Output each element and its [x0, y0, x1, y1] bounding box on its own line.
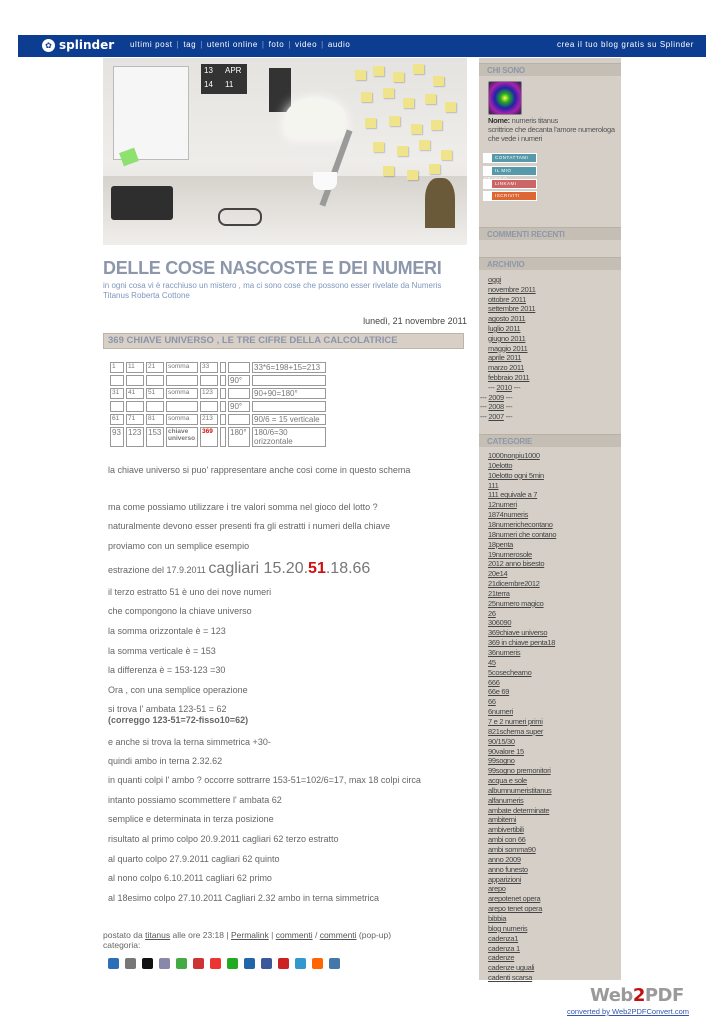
flip-clock: 13 APR 14 11: [201, 64, 247, 94]
glasses: [218, 208, 262, 226]
nav-utenti-online[interactable]: utenti online: [206, 40, 258, 49]
post-text: il terzo estratto 51 è uno dei nove numeri: [108, 587, 272, 597]
archive-link[interactable]: febbraio 2011: [488, 373, 530, 382]
share-icon[interactable]: [210, 958, 221, 969]
post-text: Ora , con una semplice operazione: [108, 685, 248, 695]
archive-link[interactable]: agosto 2011: [488, 314, 526, 324]
blog-subtitle: in ogni cosa vi è racchiuso un mistero , ma ci sono cose che possono esser rivelate da Numeris Titanus Roberta Cottone: [103, 281, 442, 300]
post-text: la somma orizzontale è = 123: [108, 626, 226, 636]
category-link[interactable]: arepo: [488, 884, 506, 894]
category-link[interactable]: bibbia: [488, 913, 507, 923]
post-text: si trova l' ambata 123-51 = 62: [108, 704, 227, 714]
google-icon[interactable]: [176, 958, 187, 969]
share-icon[interactable]: [159, 958, 170, 969]
archive-link[interactable]: ottobre 2011: [488, 294, 526, 304]
category-link[interactable]: cadenze uguali: [488, 963, 535, 973]
header-image: [103, 58, 467, 245]
nav-video[interactable]: video: [295, 40, 318, 49]
blog-title[interactable]: DELLE COSE NASCOSTE E DEI NUMERI: [103, 258, 442, 278]
archive-link[interactable]: novembre 2011: [488, 284, 536, 294]
category-link[interactable]: alfanumeris: [488, 795, 524, 805]
archive-link[interactable]: maggio 2011: [488, 343, 528, 353]
estrazione-line: [108, 560, 370, 578]
chi-sono-header: CHI SONO: [479, 63, 621, 76]
post-text: ma come possiamo utilizzare i tre valori somma nel gioco del lotto ?: [108, 502, 378, 512]
category-link[interactable]: ambiterni: [488, 815, 517, 825]
author-link[interactable]: titanus: [145, 930, 171, 940]
category-link[interactable]: 18penta: [488, 539, 514, 549]
table-row: 31 41 51 somma 123 90+90=180°: [110, 388, 326, 399]
category-link[interactable]: ambi somma90: [488, 845, 536, 854]
table-row: 90°: [110, 401, 326, 412]
table-cell: 33: [200, 362, 218, 373]
windows-icon[interactable]: [312, 958, 323, 969]
profilo-button[interactable]: IL MIO: [483, 166, 537, 176]
table-cell: [228, 362, 250, 373]
category-link[interactable]: 666: [488, 677, 500, 687]
post-text: al nono colpo 6.10.2011 cagliari 62 primo: [108, 873, 272, 883]
nav-audio[interactable]: audio: [327, 40, 351, 49]
post-footer: postato da titanus alle ore 23:18 | Permalink | commenti / commenti (pop-up) categoria:: [103, 930, 392, 950]
category-link[interactable]: blog numeris: [488, 923, 528, 933]
category-link[interactable]: 369chiave universo: [488, 628, 548, 638]
category-link[interactable]: 12numeri: [488, 500, 517, 510]
share-icon[interactable]: [329, 958, 340, 969]
plant: [425, 178, 455, 228]
category-link[interactable]: albumnumeristitanus: [488, 785, 552, 795]
category-link[interactable]: anno funesto: [488, 864, 528, 874]
category-link[interactable]: 25numero magico: [488, 598, 544, 608]
share-icon[interactable]: [108, 958, 119, 969]
post-date: lunedì, 21 novembre 2011: [363, 316, 467, 326]
splinder-logo[interactable]: [42, 38, 114, 52]
post-text: al quarto colpo 27.9.2011 cagliari 62 quinto: [108, 854, 280, 864]
avatar[interactable]: [488, 81, 522, 115]
post-text: intanto possiamo scommettere l' ambata 62: [108, 795, 282, 805]
category-link[interactable]: 19numerosole: [488, 549, 532, 559]
post-text: semplice e determinata in terza posizione: [108, 814, 274, 824]
share-bar: [108, 958, 340, 969]
table-cell: 1: [110, 362, 124, 373]
category-link[interactable]: 1874numeris: [488, 510, 529, 520]
table-cell: 11: [126, 362, 144, 373]
post-text: la differenza è = 153-123 =30: [108, 665, 226, 675]
archivio-header: ARCHIVIO: [479, 257, 621, 270]
category-link[interactable]: 821schema super: [488, 726, 544, 736]
category-link[interactable]: 5cosechearno: [488, 667, 532, 677]
correction-text: (correggo 123-51=72-fisso10=62): [108, 715, 249, 725]
sidebar: [479, 58, 621, 983]
category-link[interactable]: arepotenet opera: [488, 894, 541, 904]
category-link[interactable]: acqua e sole: [488, 776, 527, 786]
table-row: 90°: [110, 375, 326, 386]
category-link[interactable]: apparizioni: [488, 874, 521, 884]
table-row: 93 123 153 chiave universo 369 180° 180/6=30 orizzontale: [110, 427, 326, 447]
linkami-button[interactable]: LINKAMI: [483, 179, 537, 189]
category-link[interactable]: cadenza1: [488, 933, 519, 943]
comments-popup-link[interactable]: commenti: [319, 930, 357, 940]
post-text: risultato al primo colpo 20.9.2011 cagliari 62 terzo estratto: [108, 834, 339, 844]
create-blog-link[interactable]: crea il tuo blog gratis su Splinder: [556, 40, 694, 49]
table-cell: [220, 362, 226, 373]
commenti-recenti-header: COMMENTI RECENTI: [479, 227, 621, 240]
category-link[interactable]: cadenza 1: [488, 943, 520, 953]
category-link[interactable]: 99sogno: [488, 756, 515, 766]
about-text: Nome: numeris titanus scrittrice che decanta l'amore numerologa che vede i numeri: [488, 116, 615, 143]
category-link[interactable]: 26: [488, 608, 496, 618]
category-link[interactable]: 66e 69: [488, 687, 510, 697]
category-link[interactable]: 18numeri che contano: [488, 529, 557, 539]
category-label: categoria:: [103, 940, 141, 950]
share-icon[interactable]: [244, 958, 255, 969]
archive-year-link[interactable]: --- 2007 ---: [480, 412, 513, 422]
category-link[interactable]: cadenze: [488, 953, 515, 963]
category-link[interactable]: ambivertibili: [488, 825, 524, 835]
archive-link[interactable]: aprile 2011: [488, 353, 522, 363]
category-link[interactable]: ambate determinate: [488, 805, 550, 815]
category-link[interactable]: arepo tenet opera: [488, 904, 543, 914]
post-text: in quanti colpi l' ambo ? occorre sottrarre 153-51=102/6=17, max 18 colpi circa: [108, 775, 421, 785]
category-link[interactable]: 21dicembre2012: [488, 579, 540, 589]
category-link[interactable]: 90valore 15: [488, 746, 524, 756]
category-link[interactable]: 36numeris: [488, 648, 521, 657]
category-link[interactable]: 18numerichecontano: [488, 519, 553, 529]
category-link[interactable]: 10elotto ogni 5min: [488, 470, 544, 480]
nav-foto[interactable]: foto: [268, 40, 285, 49]
top-nav: ultimi post | tag | utenti online | foto | video | audio: [130, 40, 351, 49]
category-link[interactable]: 1000nonpiu1000: [488, 451, 540, 460]
splinder-logo-icon: ✿: [42, 39, 55, 52]
post-text: quindi ambo in terna 2.32.62: [108, 756, 223, 766]
digg-icon[interactable]: [193, 958, 204, 969]
post-text: proviamo con un semplice esempio: [108, 541, 250, 551]
archive-year-link[interactable]: --- 2008 ---: [480, 402, 513, 412]
facebook-icon[interactable]: [261, 958, 272, 969]
category-link[interactable]: anno 2009: [488, 854, 521, 864]
category-link[interactable]: 90/15/30: [488, 736, 515, 746]
category-link[interactable]: 6numeri: [488, 707, 513, 717]
post-text: che compongono la chiave universo: [108, 606, 252, 616]
web2pdf-link[interactable]: converted by Web2PDFConvert.com: [567, 1007, 689, 1016]
category-link[interactable]: 66: [488, 697, 496, 707]
contattami-button[interactable]: CONTATTAMI: [483, 153, 537, 163]
nav-tag[interactable]: tag: [183, 40, 197, 49]
nav-ultimi-post[interactable]: ultimi post: [130, 40, 173, 49]
archive-link[interactable]: giugno 2011: [488, 333, 526, 343]
share-icon[interactable]: [227, 958, 238, 969]
category-link[interactable]: 2012 anno bisesto: [488, 559, 545, 569]
archive-link[interactable]: settembre 2011: [488, 304, 536, 314]
delicious-icon[interactable]: [142, 958, 153, 969]
category-link[interactable]: 306090: [488, 618, 512, 628]
archive-year-link[interactable]: --- 2009 ---: [480, 392, 513, 402]
organizer: [111, 186, 173, 220]
comments-link[interactable]: commenti: [275, 930, 313, 940]
post-text: la chiave universo si puo' rappresentare anche così come in questo schema: [108, 465, 411, 475]
desk-object: [269, 68, 291, 112]
share-icon[interactable]: [278, 958, 289, 969]
post-text: la somma verticale è = 153: [108, 646, 216, 656]
category-link[interactable]: cadenti scarsa: [488, 973, 533, 983]
category-link[interactable]: 99sogno premonitori: [488, 766, 551, 776]
category-link[interactable]: ambi con 66: [488, 835, 526, 845]
category-link[interactable]: 111: [488, 480, 499, 490]
table-row: [110, 362, 326, 373]
key-table: [108, 360, 328, 449]
category-link[interactable]: 7 e 2 numeri primi: [488, 716, 543, 726]
post-text: e anche si trova la terna simmetrica +30-: [108, 737, 271, 747]
estrazione-label: estrazione del 17.9.2011: [108, 565, 206, 575]
table-row: 61 71 81 somma 213 90/6 = 15 verticale: [110, 414, 326, 425]
archive-link[interactable]: marzo 2011: [488, 363, 525, 373]
desk-lamp: [285, 98, 345, 138]
archive-year-link[interactable]: --- 2010 ---: [488, 382, 521, 392]
wall-calendar: [113, 66, 189, 160]
category-link[interactable]: 111 equivale a 7: [488, 490, 538, 500]
archive-link[interactable]: luglio 2011: [488, 324, 521, 333]
table-cell: 33*6=198+15=213: [252, 362, 326, 373]
category-link[interactable]: 20e14: [488, 569, 508, 579]
estrazione-numbers: cagliari 15.20.51.18.66: [208, 560, 371, 577]
category-link[interactable]: 369 in chiave penta18: [488, 638, 556, 648]
twitter-icon[interactable]: [295, 958, 306, 969]
category-link[interactable]: 10elotto: [488, 460, 513, 470]
cup: [313, 172, 337, 190]
post-text: naturalmente devono esser presenti fra gli estratti i numeri della chiave: [108, 521, 391, 531]
post-text: al 18esimo colpo 27.10.2011 Cagliari 2.32 ambo in terna simmetrica: [108, 893, 379, 903]
iscriviti-button[interactable]: ISCRIVITI: [483, 191, 537, 201]
table-cell: somma: [166, 362, 198, 373]
email-icon[interactable]: [125, 958, 136, 969]
post-title[interactable]: 369 CHIAVE UNIVERSO , LE TRE CIFRE DELLA CALCOLATRICE: [103, 333, 464, 349]
top-bar: [18, 35, 706, 57]
category-link[interactable]: 45: [488, 657, 496, 667]
category-link[interactable]: 21terra: [488, 588, 510, 598]
table-cell: 21: [146, 362, 164, 373]
logo-text: splinder: [59, 38, 115, 52]
categorie-header: CATEGORIE: [479, 434, 621, 447]
archive-link[interactable]: oggi: [488, 275, 501, 284]
web2pdf-logo[interactable]: Web2PDF: [590, 985, 684, 1006]
permalink-link[interactable]: Permalink: [230, 930, 269, 940]
